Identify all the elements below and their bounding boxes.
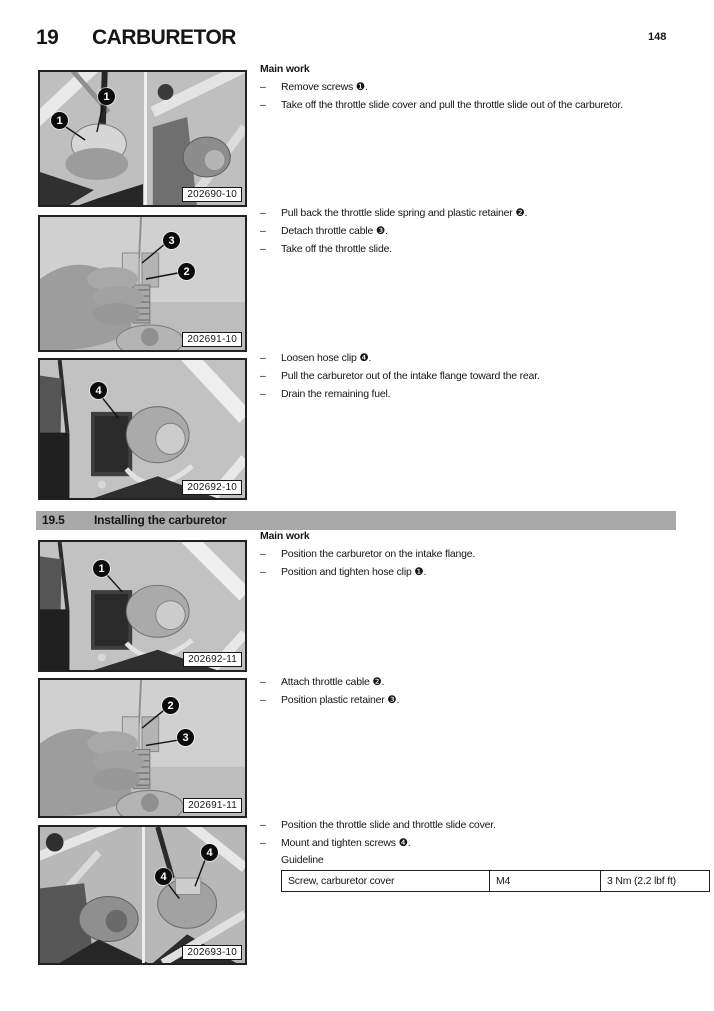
instruction-text: Detach throttle cable ❸. [281,225,388,237]
bullet-marker: – [260,99,266,111]
instruction-text: Take off the throttle slide cover and pull the throttle slide out of the carburetor. [281,99,623,111]
callout-4-badge: 4 [155,868,172,885]
figure-caption: 202691-11 [183,798,242,813]
section-number: 19.5 [42,513,65,527]
list-item [260,385,700,403]
table-row [282,871,710,892]
callout-4-badge: 4 [201,844,218,861]
list-item [260,240,700,258]
figure-caption: 202690-10 [182,187,242,202]
instruction-text: Position the carburetor on the intake flange. [281,548,476,560]
instruction-block-attach-cable [260,673,700,709]
callout-3-badge: 3 [177,729,194,746]
list-item [260,834,700,852]
bullet-marker: – [260,566,266,578]
instruction-block-position-carburetor [260,527,700,581]
bullet-marker: – [260,819,266,831]
photo-hand-throttle-slide [40,680,245,816]
section-title: Installing the carburetor [94,513,227,527]
bullet-marker: – [260,207,266,219]
guideline-table [281,870,710,892]
instruction-text: Pull back the throttle slide spring and plastic retainer ❷. [281,207,528,219]
figure-photo-202692-10 [38,358,247,500]
bullet-marker: – [260,694,266,706]
instruction-text: Pull the carburetor out of the intake flange toward the rear. [281,370,540,382]
list-item [260,367,700,385]
list-item [260,204,700,222]
instruction-block-detach-cable [260,204,700,258]
list-item [260,222,700,240]
instruction-text: Attach throttle cable ❷. [281,676,385,688]
callout-1-badge: 1 [93,560,110,577]
figure-caption: 202692-11 [183,652,242,667]
guideline-thread-cell: M4 [490,871,601,892]
callout-1-badge: 1 [51,112,68,129]
figure-photo-202691-11 [38,678,247,818]
figure-photo-202693-10 [38,825,247,965]
page-number: 148 [648,31,667,43]
bullet-marker: – [260,388,266,400]
chapter-title: CARBURETOR [92,26,236,49]
list-item [260,673,700,691]
list-item [260,545,700,563]
chapter-number: 19 [36,26,59,49]
instruction-text: Remove screws ❶. [281,81,368,93]
instruction-block-remove-screws [260,60,700,114]
instruction-block-remove-carburetor [260,349,700,403]
bullet-marker: – [260,548,266,560]
callout-2-badge: 2 [162,697,179,714]
bullet-marker: – [260,352,266,364]
instruction-text: Position plastic retainer ❸. [281,694,400,706]
bullet-marker: – [260,243,266,255]
block-heading: Main work [260,530,310,542]
list-item [260,816,700,834]
instruction-text: Mount and tighten screws ❹. [281,837,411,849]
figure-photo-202692-11 [38,540,247,672]
callout-4-badge: 4 [90,382,107,399]
instruction-block-mount-cover [260,816,700,892]
photo-engine-side [40,542,245,670]
list-item [260,563,700,581]
block-heading: Main work [260,63,310,75]
figure-photo-202691-10 [38,215,247,352]
photo-engine-side [40,360,245,498]
photo-hand-throttle-slide [40,217,245,350]
instruction-text: Position the throttle slide and throttle slide cover. [281,819,496,831]
guideline-label: Guideline [281,854,324,866]
figure-caption: 202692-10 [182,480,242,495]
list-item [260,349,700,367]
callout-2-badge: 2 [178,263,195,280]
bullet-marker: – [260,81,266,93]
figure-caption: 202693-10 [182,945,242,960]
figure-photo-202690-10 [38,70,247,207]
bullet-marker: – [260,676,266,688]
photo-engine-two-panel [40,72,245,205]
list-item [260,78,700,96]
callout-3-badge: 3 [163,232,180,249]
callout-1-badge: 1 [98,88,115,105]
instruction-text: Take off the throttle slide. [281,243,392,255]
instruction-text: Loosen hose clip ❹. [281,352,372,364]
guideline-torque-cell: 3 Nm (2.2 lbf ft) [601,871,710,892]
list-item [260,96,700,114]
guideline-item-cell: Screw, carburetor cover [282,871,490,892]
figure-caption: 202691-10 [182,332,242,347]
bullet-marker: – [260,837,266,849]
bullet-marker: – [260,225,266,237]
list-item [260,691,700,709]
bullet-marker: – [260,370,266,382]
instruction-text: Position and tighten hose clip ❶. [281,566,427,578]
instruction-text: Drain the remaining fuel. [281,388,391,400]
